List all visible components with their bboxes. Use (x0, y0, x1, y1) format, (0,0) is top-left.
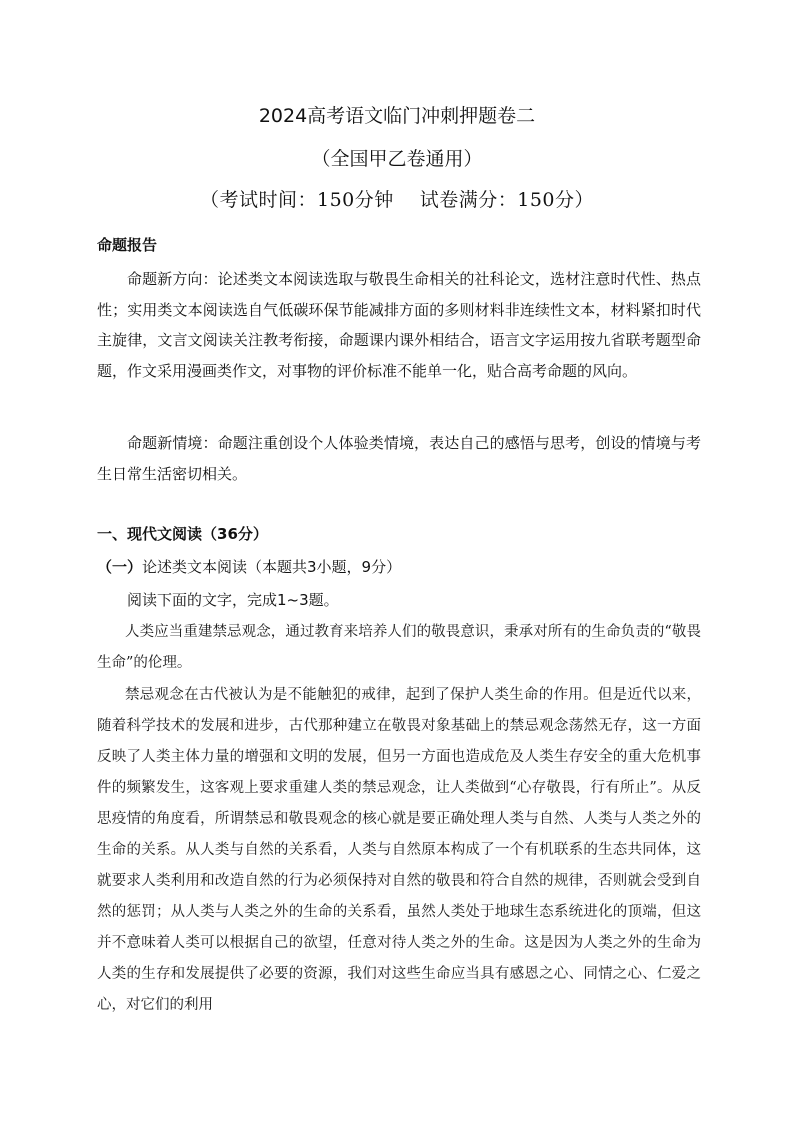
reading-instruction: 阅读下面的文字，完成1~3题。 (127, 591, 339, 609)
report-direction-paragraph: 命题新方向：论述类文本阅读选取与敬畏生命相关的社科论文，选材注意时代性、热点性；实用类文本阅读选自气低碳环保节能减排方面的多则材料非连续性文本，材料紧扣时代主旋律，文言文阅读关注教考衔接，命题课内课外相结合，语言文字运用按九省联考题型命题，作文采用漫画类作文，对事物的评价标准不能单一化，贴合高考命题的风向。 (97, 270, 701, 380)
full-score: 试卷满分：150分） (419, 189, 595, 211)
passage-paragraph-1: 人类应当重建禁忌观念，通过教育来培养人们的敬畏意识，秉承对所有的生命负责的“敬畏生命”的伦理。 (97, 624, 701, 671)
passage-paragraph-2: 禁忌观念在古代被认为是不能触犯的戒律，起到了保护人类生命的作用。但是近代以来，随着科学技术的发展和进步，古代那种建立在敬畏对象基础上的禁忌观念荡然无存，这一方面反映了人类主体力量的增强和文明的发展，但另一方面也造成危及人类生存安全的重大危机事件的频繁发生，这客观上要求重建人类的禁忌观念，让人类做到“心存敬畏，行有所止”。从反思疫情的角度看，所谓禁忌和敬畏观念的核心就是要正确处理人类与自然、人类与人类之外的生命的关系。从人类与自然的关系看，人类与自然原本构成了一个有机联系的生态共同体，这就要求人类利用和改造自然的行为必须保持对自然的敬畏和符合自然的规律，否则就会受到自然的惩罚；从人类与人类之外的生命的关系看，虽然人类处于地球生态系统进化的顶端，但这并不意味着人类可以根据自己的欲望，任意对待人类之外的生命。这是因为人类之外的生命为人类的生存和发展提供了必要的资源，我们对这些生命应当具有感恩之心、同情之心、仁爱之心，对它们的利用 (97, 687, 701, 1013)
subsection-body: 论述类文本阅读（本题共3小题，9分） (142, 558, 402, 576)
subsection-title (97, 553, 401, 581)
section-title: 一、现代文阅读（36分） (97, 525, 268, 543)
exam-time: （考试时间：150分钟 (199, 189, 394, 211)
exam-info (0, 185, 794, 215)
report-situation-paragraph: 命题新情境：命题注重创设个人体验类情境，表达自己的感悟与思考，创设的情境与考生日常生活密切相关。 (97, 434, 701, 483)
subsection-prefix: （一） (97, 558, 143, 576)
page-title: 2024高考语文临门冲刺押题卷二 (258, 105, 536, 127)
report-heading: 命题报告 (97, 236, 158, 254)
page-subtitle: （全国甲乙卷通用） (311, 148, 483, 170)
